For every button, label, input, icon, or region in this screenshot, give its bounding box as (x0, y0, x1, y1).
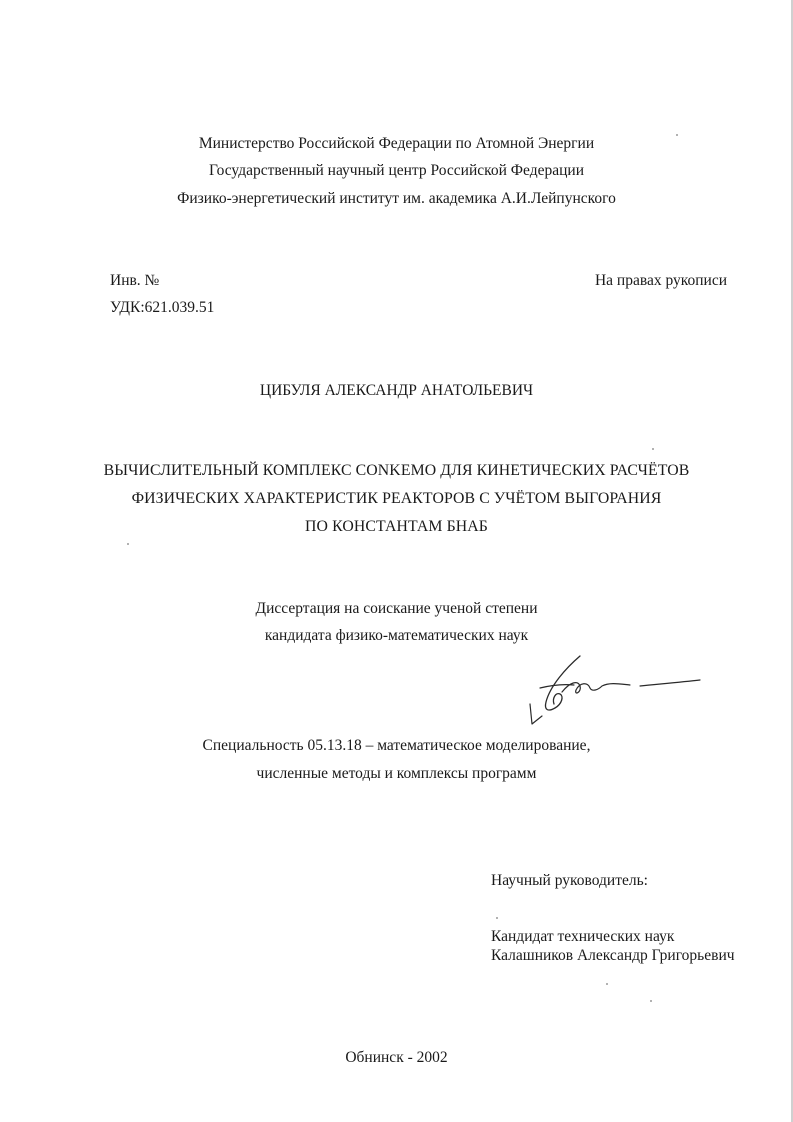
speciality-line-1: Специальность 05.13.18 – математическое моделирование, (202, 737, 591, 754)
thesis-title-line-1: ВЫЧИСЛИТЕЛЬНЫЙ КОМПЛЕКС CONKEMO ДЛЯ КИНЕТИЧЕСКИХ РАСЧЁТОВ (103, 462, 690, 479)
manuscript-rights: На правах рукописи (594, 272, 727, 289)
scan-speck (606, 983, 608, 985)
scan-speck (676, 134, 678, 136)
institute-line: Физико-энергетический институт им. академика А.И.Лейпунского (177, 190, 616, 207)
speciality-line-2: численные методы и комплексы программ (256, 765, 537, 782)
author-name: ЦИБУЛЯ АЛЕКСАНДР АНАТОЛЬЕВИЧ (259, 382, 534, 399)
scan-speck (127, 543, 129, 545)
scan-speck (652, 448, 654, 450)
scan-speck (650, 1000, 652, 1002)
science-center-line: Государственный научный центр Российской Федерации (209, 162, 584, 179)
signature-icon (522, 652, 712, 732)
supervisor-heading: Научный руководитель: (491, 872, 648, 889)
degree-line-1: Диссертация на соискание ученой степени (255, 600, 538, 617)
udc-code: УДК:621.039.51 (110, 299, 215, 316)
inventory-label: Инв. № (110, 272, 160, 289)
supervisor-name: Калашников Александр Григорьевич (491, 947, 735, 964)
thesis-title-line-3: ПО КОНСТАНТАМ БНАБ (305, 518, 488, 535)
scan-speck (496, 917, 498, 919)
degree-line-2: кандидата физико-математических наук (264, 627, 529, 644)
ministry-line: Министерство Российской Федерации по Атомной Энергии (198, 135, 595, 152)
supervisor-degree: Кандидат технических наук (491, 928, 675, 945)
thesis-title-line-2: ФИЗИЧЕСКИХ ХАРАКТЕРИСТИК РЕАКТОРОВ С УЧЁТОМ ВЫГОРАНИЯ (131, 490, 662, 507)
place-and-year: Обнинск - 2002 (345, 1049, 448, 1066)
